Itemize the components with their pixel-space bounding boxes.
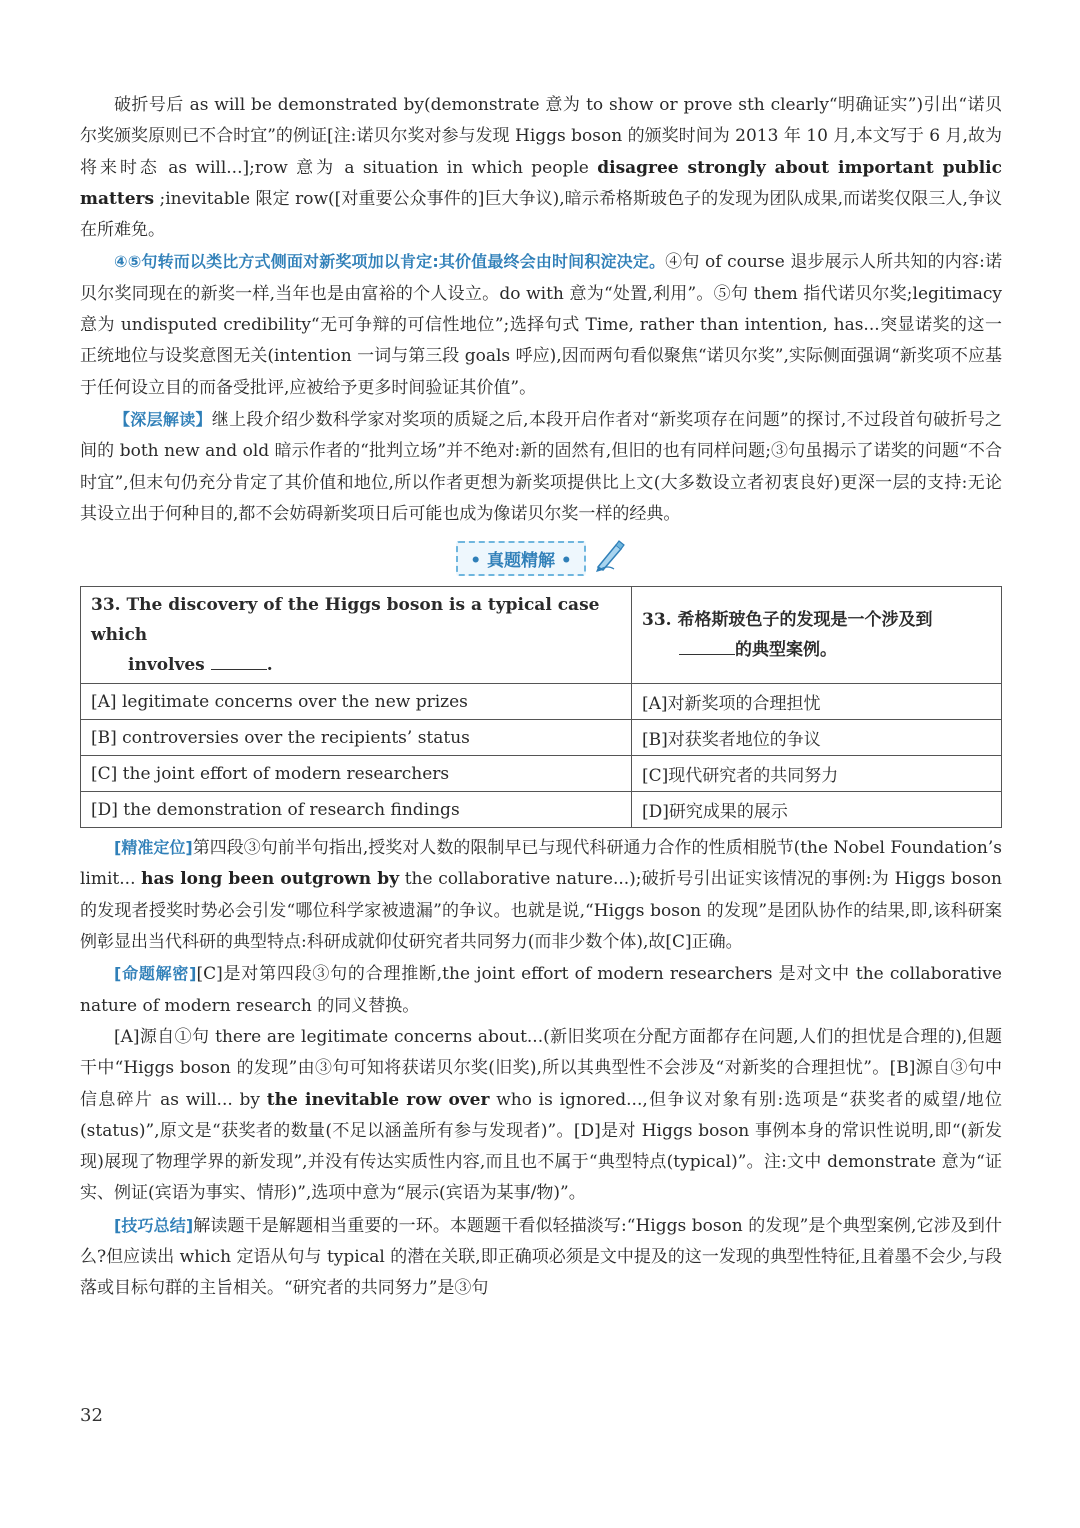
question-stem-en: 33. The discovery of the Higgs boson is a typical case which involves . [81,587,632,684]
option-cn: [C]现代研究者的共同努力 [632,756,1002,792]
option-en: [C] the joint effort of modern researchers [81,756,632,792]
question-stem-cn: 33. 希格斯玻色子的发现是一个涉及到 的典型案例。 [632,587,1002,684]
skill-paragraph: [技巧总结]解读题干是解题相当重要的一环。本题题干看似轻描淡写:“Higgs boson 的发现”是个典型案例,它涉及到什么?但应读出 which 定语从句与 typical 的潜在关联,即正确项必须是文中提及的这一发现的典型性特征,且着墨不会少,与段落或目标句群的主旨相关。“研究者的共同努力”是③句 [80,1215,1002,1299]
wrong-options-paragraph: [A]源自①句 there are legitimate concerns about...(新旧奖项在分配方面都存在问题,人们的担忧是合理的),但题干中“Higgs boson 的发现”由③句可知将获诺贝尔奖(旧奖),所以其典型性不会涉及“对新奖的合理担忧”。[B]源自③句中信息碎片 as will... by the inevitable row over who is ignored...,但争议对象有别:选项是“获奖者的威望/地位(status)”,原文是“获奖者的数量(不足以涵盖所有参与发现者)”。[D]是对 Higgs boson 事例本身的常识性说明,即“(新发现)展现了物理学界的新发现”,并没有传达实质性内容,而且也不属于“典型特点(typical)”。注:文中 demonstrate 意为“证实、例证(宾语为事实、情形)”,选项中意为“展示(宾语为某事/物)”。 [80,1026,1002,1204]
page-number: 32 [80,1405,103,1426]
option-cn: [B]对获奖者地位的争议 [632,720,1002,756]
option-en: [A] legitimate concerns over the new prizes [81,684,632,720]
locate-paragraph: [精准定位]第四段③句前半句指出,授奖对人数的限制早已与现代科研通力合作的性质相脱节(the Nobel Foundation’s limit... has long been outgrown by the collaborative nature...);破折号引出证实该情况的事例:为 Higgs boson 的发现者授奖时势必会引发“哪位科学家被遗漏”的争议。也就是说,“Higgs boson 的发现”是团队协作的结果,即,该科研案例彰显出当代科研的典型特点:科研成就仰仗研究者共同努力(而非少数个体),故[C]正确。 [80,838,1002,953]
highlight-sentence: ④⑤句转而以类比方式侧面对新奖项加以肯定:其价值最终会由时间积淀决定。 [114,252,666,272]
option-row [81,684,1002,720]
deep-reading-paragraph: 【深层解读】继上段介绍少数科学家对奖项的质疑之后,本段开启作者对“新奖项存在问题”的探讨,不过段首句破折号之间的 both new and old 暗示作者的“批判立场”并不绝对:新的固然有,但旧的也有同样问题;③句虽揭示了诺奖的问题“不合时宜”,但末句仍充分肯定了其价值和地位,所以作者更想为新奖项提供比上文(大多数设立者初衷良好)更深一层的支持:无论其设立出于何种目的,都不会妨碍新奖项日后可能也成为像诺贝尔奖一样的经典。 [80,409,1002,524]
option-en: [D] the demonstration of research findings [81,792,632,828]
banner-label: • 真题精解 • [456,541,586,576]
option-row [81,756,1002,792]
answer-blank [679,640,735,655]
pen-icon [592,539,626,577]
skill-tag: [技巧总结] [114,1215,194,1235]
secret-tag: [命题解密] [114,964,197,984]
option-row [81,720,1002,756]
option-cn: [A]对新奖项的合理担忧 [632,684,1002,720]
locate-tag: [精准定位] [114,838,193,858]
analysis-paragraph-1: 破折号后 as will be demonstrated by(demonstrate 意为 to show or prove sth clearly“明确证实”)引出“诺贝尔奖颁奖原则已不合时宜”的例证[注:诺贝尔奖对参与发现 Higgs boson 的颁奖时间为 2013 年 10 月,本文写于 6 月,故为将来时态 as will...];row 意为 a situation in which people disagree strongly about important public matters ;inevitable 限定 row([对重要公众事件的]巨大争议),暗示希格斯玻色子的发现为团队成果,而诺奖仅限三人,争议在所难免。 [80,95,1002,241]
page-body [80,90,1002,1305]
option-row [81,792,1002,828]
option-cn: [D]研究成果的展示 [632,792,1002,828]
deep-reading-tag: 【深层解读】 [114,409,212,429]
question-table [80,586,1002,828]
question-stem-row [81,587,1002,684]
answer-blank [211,655,267,670]
section-banner [80,532,1002,584]
analysis-paragraph-2: ④⑤句转而以类比方式侧面对新奖项加以肯定:其价值最终会由时间积淀决定。④句 of course 退步展示人所共知的内容:诺贝尔奖同现在的新奖一样,当年也是由富裕的个人设立。do with 意为“处置,利用”。⑤句 them 指代诺贝尔奖;legitimacy 意为 undisputed credibility“无可争辩的可信性地位”;选择句式 Time, rather than intention, has...突显诺奖的这一正统地位与设奖意图无关(intention 一词与第三段 goals 呼应),因而两句看似聚焦“诺贝尔奖”,实际侧面强调“新奖项不应基于任何设立目的而备受批评,应被给予更多时间验证其价值”。 [80,252,1002,398]
option-en: [B] controversies over the recipients’ status [81,720,632,756]
secret-paragraph: [命题解密][C]是对第四段③句的合理推断,the joint effort of modern researchers 是对文中 the collaborative nature of modern research 的同义替换。 [80,964,1002,1016]
